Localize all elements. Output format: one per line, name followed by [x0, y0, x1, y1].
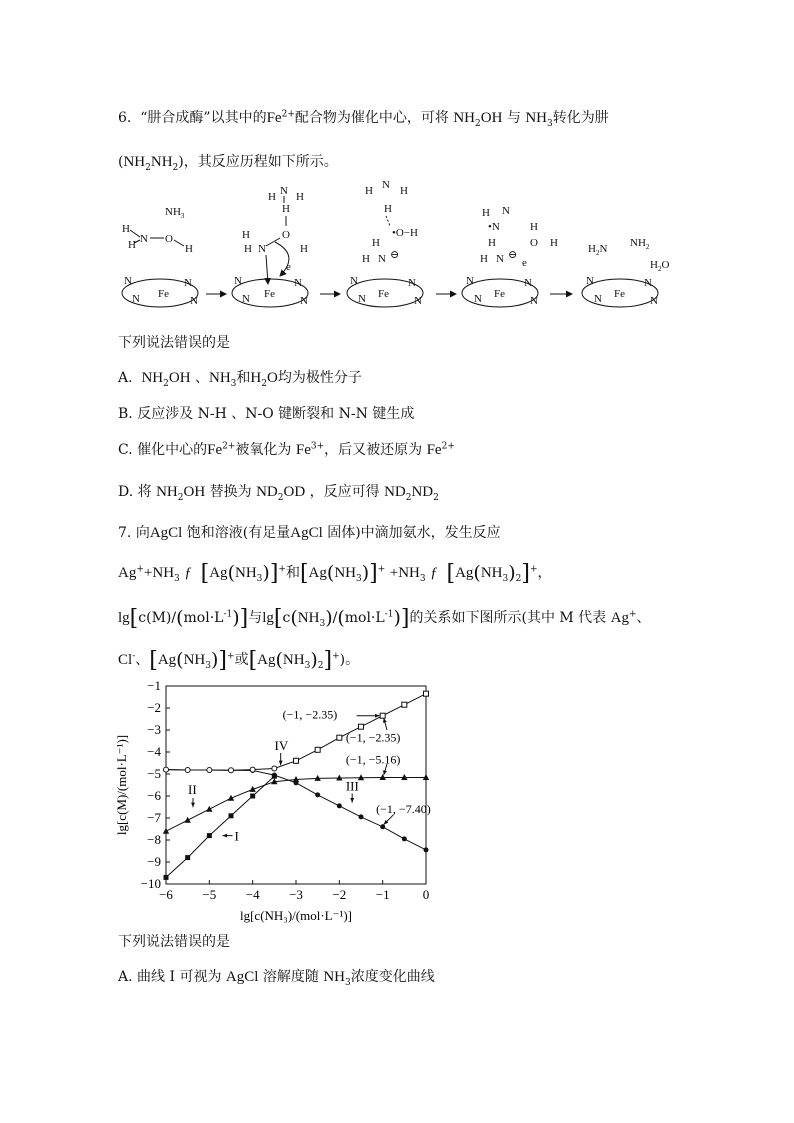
svg-text:N: N: [414, 295, 422, 307]
svg-text:N: N: [258, 243, 266, 255]
curve-label-III: III: [345, 778, 359, 794]
svg-text:H: H: [185, 243, 193, 255]
svg-text:N: N: [350, 275, 358, 287]
svg-text:N: N: [496, 253, 504, 265]
svg-text:Fe: Fe: [158, 288, 169, 300]
svg-text:N: N: [140, 233, 148, 245]
q7-line1: 7. 向AgCl 饱和溶液(有足量AgCl 固体)中滴加氨水，发生反应: [118, 525, 501, 541]
svg-text:N: N: [234, 275, 242, 287]
svg-text:N: N: [650, 295, 658, 307]
svg-text:O: O: [165, 233, 173, 245]
data-point: [229, 813, 234, 818]
curve-label-IV: IV: [274, 738, 289, 753]
svg-text:N: N: [382, 180, 390, 191]
svg-text:•O−H: •O−H: [392, 227, 418, 239]
svg-text:N: N: [124, 275, 132, 287]
data-point: [206, 806, 212, 812]
annotation-point: (−1, −2.35): [282, 707, 338, 722]
svg-text:Fe: Fe: [264, 288, 275, 300]
svg-text:H: H: [282, 203, 290, 215]
data-point: [402, 836, 407, 841]
y-tick-label: −1: [147, 678, 161, 693]
data-point: [294, 780, 299, 785]
q7-stem: 下列说法错误的是: [118, 934, 230, 950]
svg-text:H: H: [362, 253, 370, 265]
species-4: [462, 205, 558, 307]
svg-text:N: N: [594, 293, 602, 305]
data-point: [250, 794, 255, 799]
data-point: [337, 803, 342, 808]
svg-text:H: H: [550, 237, 558, 249]
svg-text:H: H: [122, 223, 130, 235]
curve-arrow-I-head: [223, 834, 228, 838]
q7-option-a: A. 曲线 I 可视为 AgCl 溶解度随 $NH_3$浓度变化曲线: [118, 969, 435, 988]
data-point: [185, 855, 190, 860]
q6-option-d: D. 将 $NH_2OH$ 替换为 $ND_2OD$ ，反应可得 $ND_2ND_2$: [118, 484, 439, 503]
svg-text:H: H: [480, 253, 488, 265]
q7-line4: Cl-、$[Ag(NH_3)]^+$或$[Ag(NH_3)_2]^+$)。: [118, 648, 360, 673]
svg-text:•N: •N: [488, 221, 500, 233]
q6-option-a: A. $NH_2OH$ 、$NH_3$和$H_2O$均为极性分子: [118, 370, 362, 389]
species-3: [347, 180, 423, 307]
data-point: [207, 768, 212, 773]
svg-text:H: H: [128, 239, 136, 251]
annotation-point: (−1, −2.35): [345, 730, 401, 745]
svg-text:⊖: ⊖: [390, 249, 400, 261]
svg-text:N: N: [466, 275, 474, 287]
svg-text:N: N: [294, 277, 302, 289]
svg-text:O: O: [530, 237, 538, 249]
q7-number: 7.: [118, 525, 132, 541]
svg-text:N: N: [358, 293, 366, 305]
y-tick-label: −9: [147, 854, 161, 869]
curve-label-II: II: [188, 782, 197, 797]
svg-text:N: N: [644, 277, 652, 289]
x-tick-label: −4: [245, 887, 260, 902]
svg-text:H: H: [372, 237, 380, 249]
svg-text:N: N: [242, 293, 250, 305]
data-point: [164, 875, 169, 880]
svg-text:N: N: [408, 277, 416, 289]
y-tick-label: −2: [147, 700, 161, 715]
q6-line1: 6. “肼合成酶”以其中的$Fe^{2+}$配合物为催化中心，可将 $NH_2OH$ 与 $NH_3$转化为肼: [118, 109, 609, 129]
x-tick-label: −6: [159, 887, 173, 902]
y-tick-label: −8: [147, 832, 161, 847]
svg-text:N: N: [586, 275, 594, 287]
species-5: [582, 237, 669, 307]
data-point: [164, 767, 169, 772]
svg-text:H: H: [530, 221, 538, 233]
svg-text:H: H: [268, 191, 276, 203]
data-point: [424, 847, 429, 852]
svg-text:N: N: [190, 295, 198, 307]
data-point: [163, 828, 169, 834]
data-point: [185, 768, 190, 773]
curve-arrow-II-head: [191, 803, 195, 808]
annotation-point: (−1, −7.40): [376, 802, 431, 817]
svg-text:NH2: $NH_2$: [630, 237, 650, 251]
q6-line2: $(NH_2NH_2)$，其反应历程如下所示。: [118, 154, 338, 173]
svg-text:H: H: [244, 243, 252, 255]
svg-text:H: H: [365, 185, 373, 197]
svg-text:H: H: [400, 185, 408, 197]
x-tick-label: 0: [422, 887, 430, 902]
annotation-arrow-head: [383, 770, 387, 775]
svg-text:N: N: [300, 295, 308, 307]
q6-number: 6.: [118, 110, 132, 126]
x-tick-label: −3: [289, 887, 303, 902]
data-point: [380, 713, 385, 718]
species-2: [232, 185, 308, 307]
data-point: [359, 724, 364, 729]
data-point: [402, 702, 407, 707]
svg-text:NH3: $NH_3$: [165, 206, 185, 220]
q6-option-c: C. 催化中心的$Fe^{2+}$被氧化为 $Fe^{3+}$，后又被还原为 $Fe^{2+}$: [118, 441, 455, 458]
reaction-mechanism-diagram: [110, 180, 690, 330]
svg-text:N: N: [474, 293, 482, 305]
q7-equation: $Ag^++NH_3$ ƒ $[Ag(NH_3)]^+$和$[Ag(NH_3)]^+ +NH_3$ ƒ $[Ag(NH_3)_2]^+$，: [118, 561, 552, 586]
y-tick-label: −3: [147, 722, 161, 737]
data-point: [207, 833, 212, 838]
curve-arrow-III-head: [350, 798, 354, 803]
x-tick-label: −2: [332, 887, 347, 902]
svg-text:N: N: [132, 293, 140, 305]
y-axis-label: lg[c(M)/(mol·L⁻¹)]: [114, 734, 129, 836]
y-tick-label: −10: [140, 876, 161, 891]
x-tick-label: −1: [375, 887, 390, 902]
svg-text:Fe: Fe: [614, 288, 625, 300]
data-point: [294, 758, 299, 763]
svg-text:H2N: $H_2N$: [588, 243, 608, 257]
data-point: [272, 766, 277, 771]
data-point: [337, 735, 342, 740]
curve-arrow-IV-head: [279, 761, 283, 766]
svg-text:H: H: [296, 191, 304, 203]
q6-stem: 下列说法错误的是: [118, 335, 230, 351]
data-point: [424, 691, 429, 696]
svg-text:H: H: [242, 229, 250, 241]
series-line: [166, 776, 274, 877]
y-tick-label: −7: [147, 810, 161, 825]
annotation-point: (−1, −5.16): [345, 752, 401, 767]
y-tick-label: −4: [147, 744, 161, 759]
svg-text:N: N: [502, 205, 510, 217]
svg-text:H: H: [488, 237, 496, 249]
data-point: [315, 792, 320, 797]
svg-text:H: H: [300, 243, 308, 255]
svg-text:N: N: [280, 185, 288, 197]
y-tick-label: −5: [147, 766, 161, 781]
data-point: [229, 768, 234, 773]
curve-label-I: I: [234, 828, 239, 844]
data-point: [184, 817, 190, 823]
svg-text:⊖: ⊖: [508, 249, 518, 261]
data-point: [359, 814, 364, 819]
q7-line3: $\lg[c(M)/(mol\cdot L^{-1})]$与$\lg[c(NH_3)/(mol\cdot L^{-1})]$的关系如下图所示(其中 M 代表 Ag+、: [118, 606, 651, 631]
svg-text:H: H: [482, 207, 490, 219]
species-1: [122, 206, 198, 307]
svg-text:N: N: [524, 277, 532, 289]
svg-text:H: H: [384, 203, 392, 215]
svg-text:N: N: [530, 295, 538, 307]
data-point: [380, 824, 385, 829]
svg-text:H2O: $H_2O$: [650, 259, 670, 273]
svg-text:e: e: [286, 261, 291, 273]
x-tick-label: −5: [202, 887, 217, 902]
svg-text:O: O: [282, 229, 290, 241]
x-axis-label: lg[c(NH₃)/(mol·L⁻¹)]: [239, 908, 353, 923]
svg-text:Fe: Fe: [494, 288, 505, 300]
svg-text:e: e: [522, 257, 527, 269]
y-tick-label: −6: [147, 788, 161, 803]
q6-option-b: B. 反应涉及 N-H 、N-O 键断裂和 N-N 键生成: [118, 406, 415, 422]
data-point: [272, 773, 277, 778]
svg-text:N: N: [378, 253, 386, 265]
svg-text:Fe: Fe: [378, 288, 389, 300]
data-point: [315, 747, 320, 752]
svg-text:N: N: [184, 277, 192, 289]
data-point: [250, 767, 255, 772]
solubility-chart: [112, 678, 442, 928]
